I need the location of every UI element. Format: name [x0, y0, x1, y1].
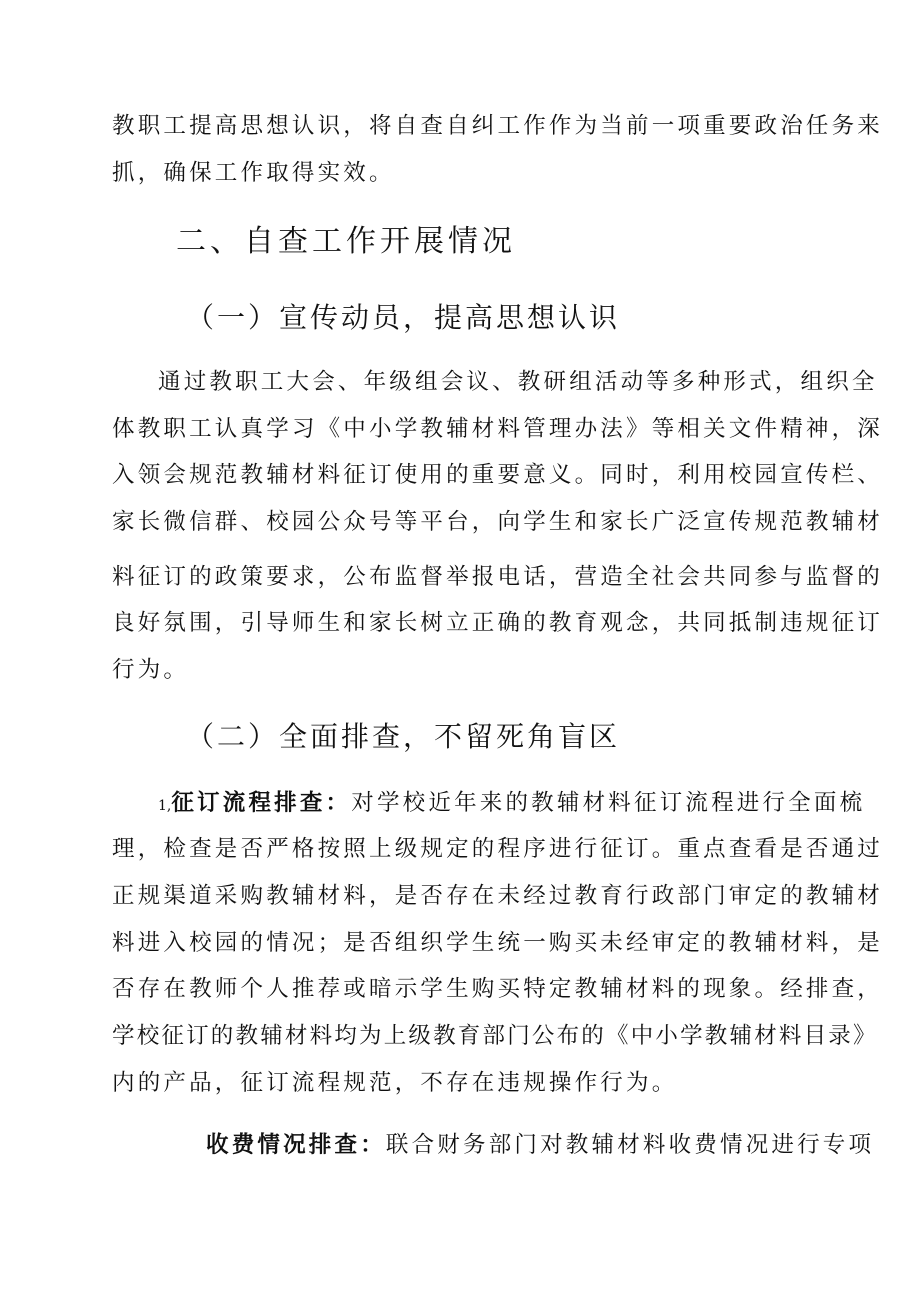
item1-line-7: 内的产品，征订流程规范，不存在违规操作行为。 — [112, 1070, 678, 1096]
item1-number: 1, — [158, 798, 172, 814]
item2-first-text: 联合财务部门对教辅材料收费情况进行专项 — [385, 1132, 875, 1158]
item1-first-text: 对学校近年来的教辅材料征订流程进行全面梳 — [351, 790, 866, 816]
sub1-line-7: 行为。 — [112, 657, 190, 683]
item1-first-line — [158, 788, 866, 821]
item1-line-2: 理，检查是否严格按照上级规定的程序进行征订。重点查看是否通过 — [112, 836, 884, 862]
item1-line-6: 学校征订的教辅材料均为上级教育部门公布的《中小学教辅材料目录》 — [112, 1023, 878, 1049]
intro-line-1: 教职工提高思想认识，将自查自纠工作作为当前一项重要政治任务来 — [112, 113, 884, 139]
item1-label: 征订流程排查： — [171, 790, 352, 816]
sub1-line-6: 良好氛围，引导师生和家长树立正确的教育观念，共同抵制违规征订 — [112, 610, 884, 636]
sub1-line-4: 家长微信群、校园公众号等平台，向学生和家长广泛宣传规范教辅材 — [112, 509, 884, 535]
subsection-heading-1: （一）宣传动员，提高思想认识 — [186, 301, 621, 334]
section-heading: 二、自查工作开展情况 — [176, 224, 516, 259]
sub1-line-3: 入领会规范教辅材料征订使用的重要意义。同时，利用校园宣传栏、 — [112, 462, 884, 488]
sub1-line-5: 料征订的政策要求，公布监督举报电话，营造全社会共同参与监督的 — [112, 564, 884, 590]
item1-line-5: 否存在教师个人推荐或暗示学生购买特定教辅材料的现象。经排查， — [112, 976, 884, 1002]
sub1-line-1: 通过教职工大会、年级组会议、教研组活动等多种形式，组织全 — [158, 369, 878, 395]
sub1-line-2: 体教职工认真学习《中小学教辅材料管理办法》等相关文件精神，深 — [112, 416, 884, 442]
item1-line-4: 料进入校园的情况；是否组织学生统一购买未经审定的教辅材料，是 — [112, 930, 884, 956]
item1-line-3: 正规渠道采购教辅材料，是否存在未经过教育行政部门审定的教辅材 — [112, 883, 884, 909]
intro-line-2: 抓，确保工作取得实效。 — [112, 160, 395, 186]
item2-label: 收费情况排查： — [206, 1132, 386, 1158]
subsection-heading-2: （二）全面排查，不留死角盲区 — [186, 720, 621, 753]
item2-first-line — [206, 1130, 906, 1160]
